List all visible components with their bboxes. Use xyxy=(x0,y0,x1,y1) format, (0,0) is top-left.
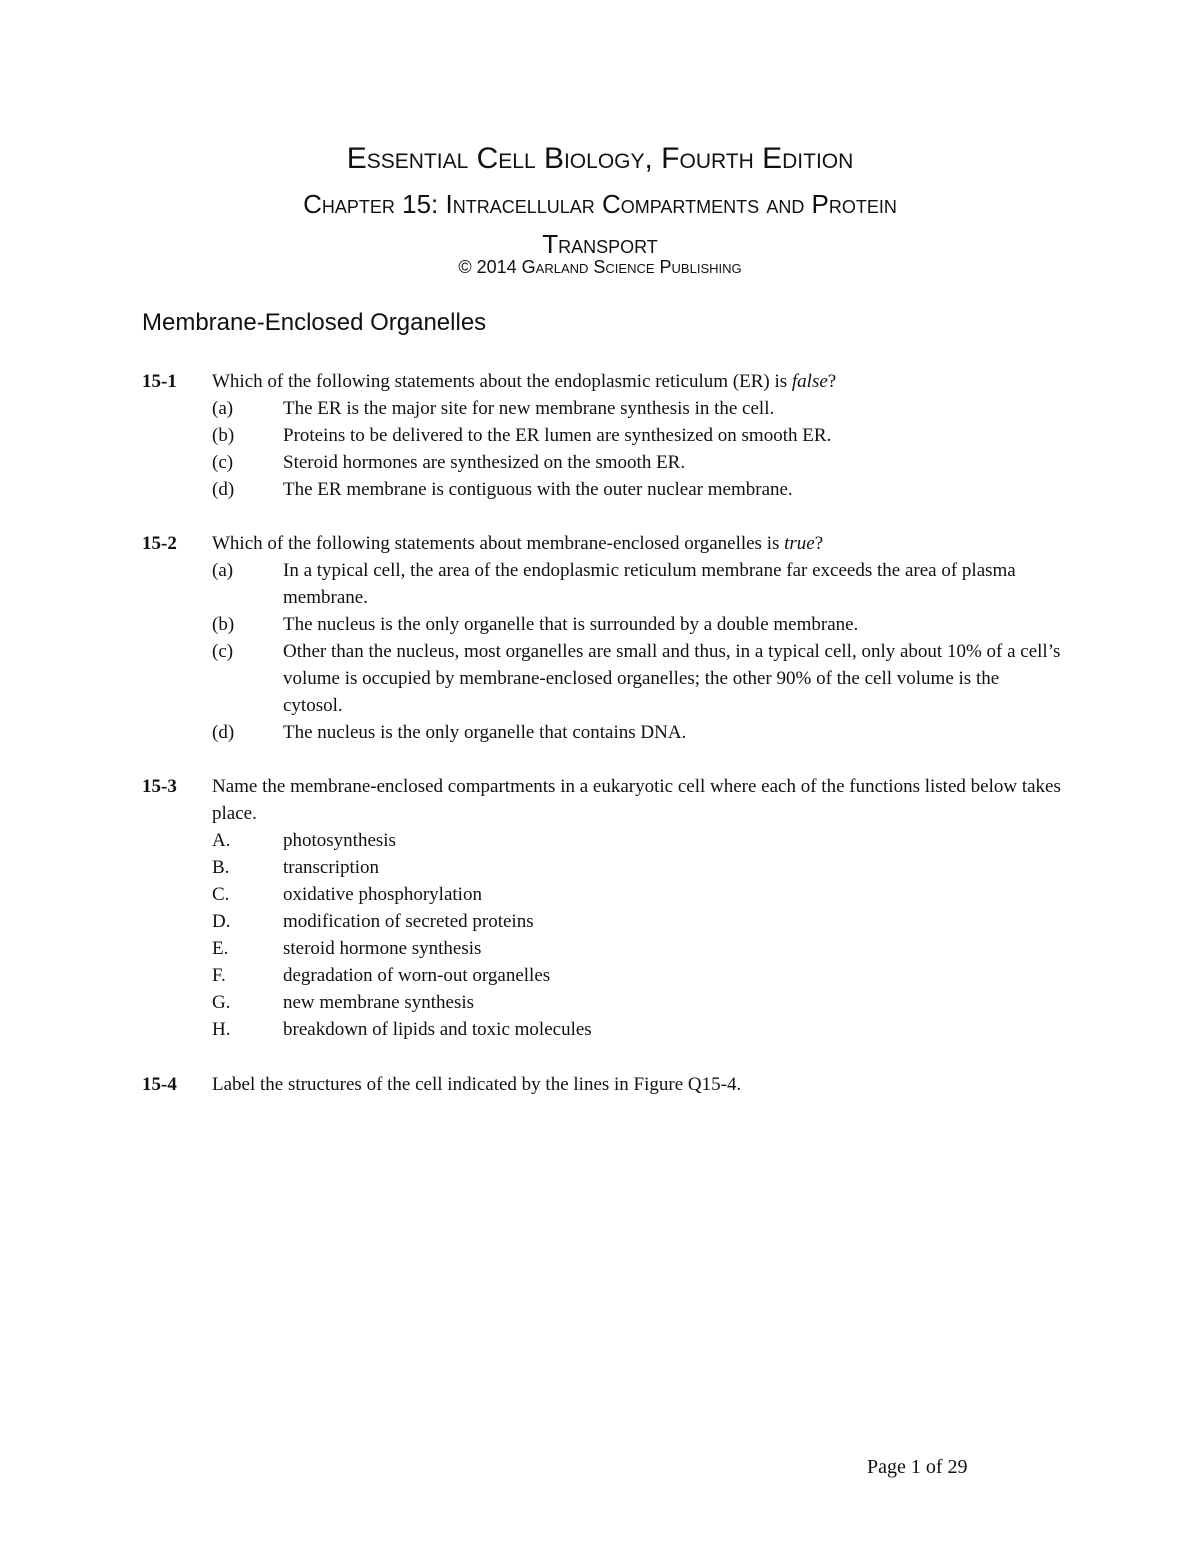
option-letter: (d) xyxy=(212,722,235,743)
option-text: photosynthesis xyxy=(283,830,396,851)
answer-option xyxy=(212,557,1062,611)
section-heading: Membrane-Enclosed Organelles xyxy=(142,309,487,336)
option-text: degradation of worn-out organelles xyxy=(283,965,551,986)
option-text: breakdown of lipids and toxic molecules xyxy=(283,1019,592,1040)
question-number: 15-3 xyxy=(142,776,177,797)
answer-option xyxy=(212,476,1062,503)
copyright-symbol: © xyxy=(458,257,472,277)
option-letter: (c) xyxy=(212,452,234,473)
question-text-part: Which of the following statements about membrane-enclosed organelles is xyxy=(212,533,785,554)
answer-option xyxy=(212,422,1062,449)
list-item xyxy=(212,935,1062,962)
option-letter: G. xyxy=(212,992,231,1013)
question-15-1 xyxy=(142,368,1062,503)
question-number: 15-1 xyxy=(142,371,177,392)
option-text: modification of secreted proteins xyxy=(283,911,534,932)
list-item xyxy=(212,1016,1062,1043)
option-letter: B. xyxy=(212,857,230,878)
list-item xyxy=(212,962,1062,989)
option-text: steroid hormone synthesis xyxy=(283,938,482,959)
option-letter: (c) xyxy=(212,641,234,662)
option-letter: (a) xyxy=(212,398,234,419)
option-text: transcription xyxy=(283,857,380,878)
question-text-part: ? xyxy=(827,371,837,392)
option-letter: (b) xyxy=(212,614,235,635)
question-15-2 xyxy=(142,530,1062,746)
list-item xyxy=(212,854,1062,881)
document-title: Essential Cell Biology, Fourth Edition xyxy=(346,142,854,175)
option-letter: (b) xyxy=(212,425,235,446)
option-text: new membrane synthesis xyxy=(283,992,475,1013)
option-text: The nucleus is the only organelle that is surrounded by a double membrane. xyxy=(283,614,859,635)
question-text xyxy=(212,530,1062,557)
option-letter: D. xyxy=(212,911,231,932)
question-emphasis: true xyxy=(784,533,815,554)
answer-option xyxy=(212,719,1062,746)
option-text: Steroid hormones are synthesized on the smooth ER. xyxy=(283,452,686,473)
option-text: In a typical cell, the area of the endoplasmic reticulum membrane far exceeds the area of plasma membrane. xyxy=(283,560,1016,608)
question-text: Name the membrane-enclosed compartments in a eukaryotic cell where each of the functions listed below takes place. xyxy=(212,776,1061,824)
chapter-title-line-1: Chapter 15: Intracellular Compartments and Protein xyxy=(303,189,897,219)
question-15-3 xyxy=(142,773,1062,1043)
list-item xyxy=(212,908,1062,935)
option-letter: H. xyxy=(212,1019,231,1040)
page-number: Page 1 of 29 xyxy=(867,1456,968,1478)
answer-option xyxy=(212,638,1062,719)
question-text xyxy=(212,368,1062,395)
option-letter: (d) xyxy=(212,479,235,500)
question-text-part: Which of the following statements about the endoplasmic reticulum (ER) is xyxy=(212,371,792,392)
option-letter: A. xyxy=(212,830,231,851)
answer-option xyxy=(212,449,1062,476)
question-text: Label the structures of the cell indicated by the lines in Figure Q15-4. xyxy=(212,1074,742,1095)
question-emphasis: false xyxy=(791,371,828,392)
option-letter: C. xyxy=(212,884,230,905)
option-text: The nucleus is the only organelle that contains DNA. xyxy=(283,722,687,743)
option-text: The ER membrane is contiguous with the outer nuclear membrane. xyxy=(283,479,793,500)
question-text-part: ? xyxy=(814,533,824,554)
list-item xyxy=(212,827,1062,854)
option-letter: (a) xyxy=(212,560,234,581)
chapter-title xyxy=(0,184,1200,264)
copyright-text: 2014 Garland Science Publishing xyxy=(471,257,742,277)
chapter-title-line-2: Transport xyxy=(542,229,658,259)
answer-option xyxy=(212,611,1062,638)
option-text: Proteins to be delivered to the ER lumen are synthesized on smooth ER. xyxy=(283,425,832,446)
question-number: 15-4 xyxy=(142,1074,177,1095)
option-text: Other than the nucleus, most organelles are small and thus, in a typical cell, only about 10% of a cell’s volume is occupied by membrane-enclosed organelles; the other 90% of the cell volume is the cytosol. xyxy=(283,641,1061,716)
list-item xyxy=(212,989,1062,1016)
option-text: The ER is the major site for new membrane synthesis in the cell. xyxy=(283,398,775,419)
option-letter: F. xyxy=(212,965,226,986)
option-letter: E. xyxy=(212,938,229,959)
option-text: oxidative phosphorylation xyxy=(283,884,482,905)
answer-option xyxy=(212,395,1062,422)
list-item xyxy=(212,881,1062,908)
question-15-4 xyxy=(142,1071,1062,1098)
question-number: 15-2 xyxy=(142,533,177,554)
copyright-line xyxy=(0,257,1200,278)
